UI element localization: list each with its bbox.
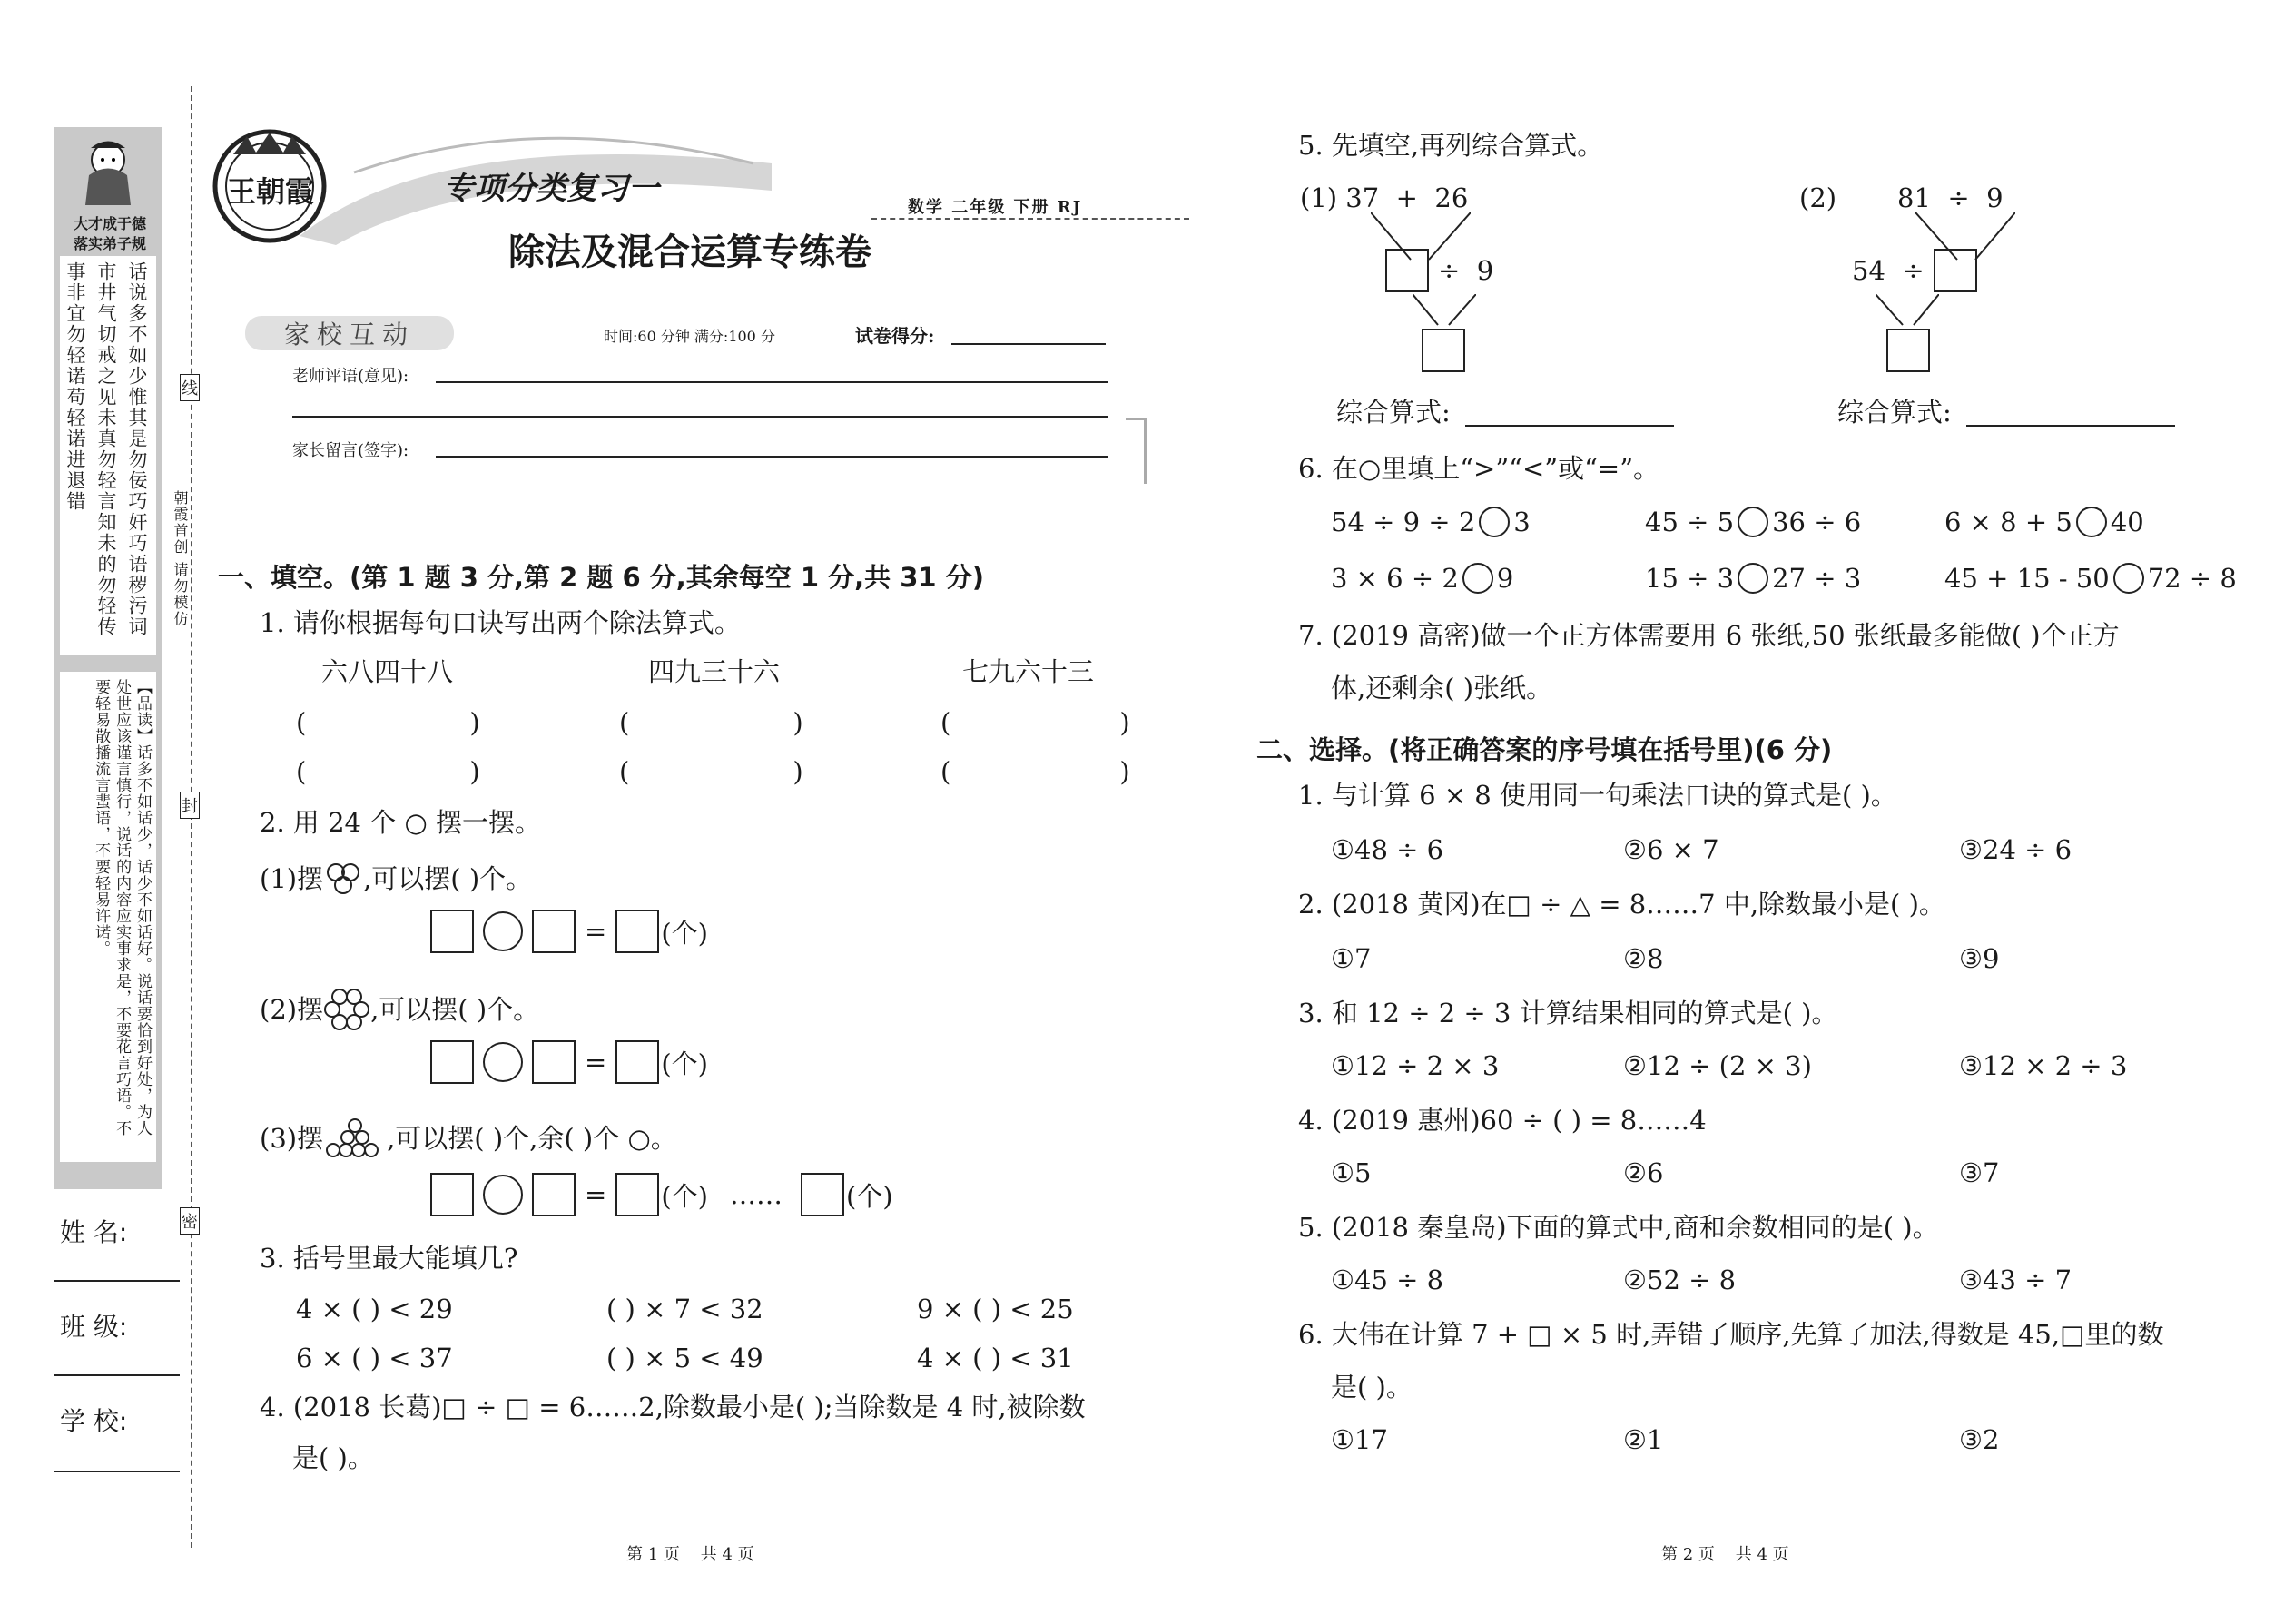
q5-2-label: (2) bbox=[1799, 182, 1837, 213]
section-1-title: 一、填空。(第 1 题 3 分,第 2 题 6 分,其余每空 1 分,共 31 分) bbox=[218, 562, 984, 593]
mc1-opt-2[interactable]: ②6 × 7 bbox=[1623, 834, 1719, 865]
compare-circle[interactable] bbox=[1479, 507, 1510, 537]
side-note: 朝霞首创 请勿模仿 bbox=[172, 490, 189, 628]
page-2-footer: 第 2 页 共 4 页 bbox=[1661, 1545, 1789, 1564]
q1-item-1: 六八四十八 bbox=[321, 656, 454, 687]
q3-item-5[interactable]: ( ) × 5 < 49 bbox=[606, 1343, 763, 1373]
operator-circle[interactable] bbox=[483, 1042, 523, 1082]
q5-1-lines-bottom bbox=[1413, 294, 1476, 327]
parent-label: 家长留言(签字): bbox=[292, 441, 409, 460]
answer-box[interactable] bbox=[1385, 249, 1429, 292]
q6-text: 6. 在○里填上“>”“<”或“=”。 bbox=[1298, 453, 1660, 484]
q1-answer-2a[interactable]: ( ) bbox=[619, 707, 803, 738]
mc3-opt-1[interactable]: ①12 ÷ 2 × 3 bbox=[1331, 1050, 1500, 1081]
mc2-opt-2[interactable]: ②8 bbox=[1623, 943, 1664, 974]
mc4-opt-3[interactable]: ③7 bbox=[1959, 1157, 2000, 1188]
q2-2-equation: = (个) bbox=[430, 1040, 708, 1084]
q7-text-b: 体,还剩余( )张纸。 bbox=[1331, 673, 1553, 704]
mc1-opt-1[interactable]: ①48 ÷ 6 bbox=[1331, 834, 1444, 865]
q1-item-2: 四九三十六 bbox=[648, 656, 781, 687]
mc1-question: 1. 与计算 6 × 8 使用同一句乘法口诀的算式是( )。 bbox=[1298, 780, 1897, 811]
home-school-badge bbox=[245, 316, 454, 350]
meta-info: 数学 二年级 下册 RJ bbox=[908, 198, 1083, 217]
q5-1-mid: ÷ 9 bbox=[1385, 249, 1493, 292]
name-label: 姓 名: bbox=[60, 1217, 128, 1247]
compare-circle[interactable] bbox=[2076, 507, 2107, 537]
q6-item-6: 45 + 15 - 50 72 ÷ 8 bbox=[1944, 563, 2237, 594]
answer-box[interactable] bbox=[430, 910, 474, 953]
mc6-opt-2[interactable]: ②1 bbox=[1623, 1424, 1664, 1455]
q5-2-result[interactable] bbox=[1886, 329, 1930, 372]
page-1-footer: 第 1 页 共 4 页 bbox=[626, 1545, 754, 1564]
q1-answer-1a[interactable]: ( ) bbox=[296, 707, 480, 738]
q2-2-line: (2)摆 ,可以摆( )个。 bbox=[260, 988, 539, 1031]
q3-item-2[interactable]: ( ) × 7 < 32 bbox=[606, 1294, 763, 1324]
operator-circle[interactable] bbox=[483, 1175, 523, 1215]
proverb-box bbox=[60, 256, 156, 655]
q1-answer-3a[interactable]: ( ) bbox=[940, 707, 1130, 738]
q6-item-2: 45 ÷ 5 36 ÷ 6 bbox=[1645, 507, 1862, 537]
q6-item-1: 54 ÷ 9 ÷ 2 3 bbox=[1331, 507, 1531, 537]
answer-box[interactable] bbox=[532, 1173, 576, 1216]
answer-box[interactable] bbox=[532, 910, 576, 953]
teacher-line-1[interactable] bbox=[436, 381, 1108, 383]
cut-mark-feng: 封 bbox=[180, 792, 200, 819]
mc6-opt-1[interactable]: ①17 bbox=[1331, 1424, 1388, 1455]
q2-1-line: (1)摆 ,可以摆( )个。 bbox=[260, 861, 532, 897]
q5-1-top: (1) 37 + 26 bbox=[1300, 182, 1469, 213]
six-circles-icon bbox=[323, 988, 370, 1031]
mc4-opt-1[interactable]: ①5 bbox=[1331, 1157, 1372, 1188]
parent-line[interactable] bbox=[436, 456, 1108, 458]
answer-box[interactable] bbox=[615, 910, 659, 953]
header-frame-right bbox=[1126, 418, 1147, 484]
mascot-image bbox=[71, 134, 145, 209]
mc5-opt-1[interactable]: ①45 ÷ 8 bbox=[1331, 1265, 1444, 1295]
answer-box[interactable] bbox=[615, 1040, 659, 1084]
compare-circle[interactable] bbox=[2113, 563, 2144, 594]
q1-answer-3b[interactable]: ( ) bbox=[940, 756, 1130, 787]
mc5-opt-3[interactable]: ③43 ÷ 7 bbox=[1959, 1265, 2072, 1295]
compare-circle[interactable] bbox=[1462, 563, 1493, 594]
compare-circle[interactable] bbox=[1738, 563, 1768, 594]
q2-1-equation: = (个) bbox=[430, 910, 708, 953]
mc5-opt-2[interactable]: ②52 ÷ 8 bbox=[1623, 1265, 1737, 1295]
q2-text: 2. 用 24 个 ○ 摆一摆。 bbox=[260, 807, 541, 838]
mc2-opt-1[interactable]: ①7 bbox=[1331, 943, 1372, 974]
score-line[interactable] bbox=[951, 343, 1106, 345]
q4-text-b: 是( )。 bbox=[292, 1442, 374, 1473]
q6-item-4: 3 × 6 ÷ 2 9 bbox=[1331, 563, 1514, 594]
mc6-question-cont: 是( )。 bbox=[1331, 1372, 1413, 1403]
q1-text: 1. 请你根据每句口诀写出两个除法算式。 bbox=[260, 607, 741, 638]
proverb-col-mid: 市井气切戒之见未真勿轻言知未的勿轻传 bbox=[95, 261, 117, 637]
teacher-line-2[interactable] bbox=[292, 416, 1108, 418]
operator-circle[interactable] bbox=[483, 911, 523, 951]
q3-item-3[interactable]: 9 × ( ) < 25 bbox=[917, 1294, 1074, 1324]
compare-circle[interactable] bbox=[1738, 507, 1768, 537]
cut-mark-xian: 线 bbox=[180, 374, 200, 401]
home-school-text: 家校互动 bbox=[283, 320, 415, 349]
mc2-opt-3[interactable]: ③9 bbox=[1959, 943, 2000, 974]
motto-bottom: 落实弟子规 bbox=[73, 235, 146, 252]
mc4-opt-2[interactable]: ②6 bbox=[1623, 1157, 1664, 1188]
mc4-question: 4. (2019 惠州)60 ÷ ( ) = 8……4 bbox=[1298, 1105, 1707, 1136]
q6-item-5: 15 ÷ 3 27 ÷ 3 bbox=[1645, 563, 1862, 594]
proverb-col-right: 话说多不如少惟其是勿佞巧奸巧语秽污词 bbox=[126, 261, 148, 637]
pindu-box bbox=[60, 672, 156, 1162]
answer-box[interactable] bbox=[615, 1173, 659, 1216]
q2-3-line: (3)摆 ,可以摆( )个,余( )个 ○。 bbox=[260, 1118, 677, 1158]
cut-mark-mi: 密 bbox=[180, 1207, 200, 1235]
q5-text: 5. 先填空,再列综合算式。 bbox=[1298, 130, 1604, 161]
answer-box[interactable] bbox=[430, 1040, 474, 1084]
class-label: 班 级: bbox=[60, 1312, 128, 1342]
pindu-text: 【品读】话多不如话少，话少不如话好。说话要恰到好处，为人处世应该谨言慎行，说话的内容应实事求是，不要花言巧语。不要轻易散播流言蜚语，不要轻易许诺。 bbox=[92, 679, 152, 1137]
time-score: 时间:60 分钟 满分:100 分 bbox=[604, 328, 775, 345]
q2-3-equation: = (个) …… (个) bbox=[430, 1173, 893, 1216]
meta-dash-line bbox=[871, 218, 1189, 220]
mc2-question: 2. (2018 黄冈)在□ ÷ △ = 8……7 中,除数最小是( )。 bbox=[1298, 889, 1945, 920]
logo-text: 王朝霞 bbox=[226, 174, 314, 209]
answer-box[interactable] bbox=[1934, 249, 1977, 292]
q5-2-lines-bottom bbox=[1876, 294, 1939, 327]
answer-box[interactable] bbox=[801, 1173, 844, 1216]
q5-2-formula-line[interactable] bbox=[1966, 425, 2175, 427]
mc3-opt-2[interactable]: ②12 ÷ (2 × 3) bbox=[1623, 1050, 1812, 1081]
q3-item-4[interactable]: 6 × ( ) < 37 bbox=[296, 1343, 453, 1373]
school-label: 学 校: bbox=[60, 1406, 128, 1436]
mc1-opt-3[interactable]: ③24 ÷ 6 bbox=[1959, 834, 2072, 865]
q5-2-mid: 54 ÷ bbox=[1852, 249, 1977, 292]
section-2-title: 二、选择。(将正确答案的序号填在括号里)(6 分) bbox=[1256, 734, 1833, 765]
q3-text: 3. 括号里最大能填几? bbox=[260, 1243, 518, 1274]
mc6-opt-3[interactable]: ③2 bbox=[1959, 1424, 2000, 1455]
mc5-question: 5. (2018 秦皇岛)下面的算式中,商和余数相同的是( )。 bbox=[1298, 1212, 1939, 1243]
teacher-label: 老师评语(意见): bbox=[292, 367, 409, 386]
mc3-opt-3[interactable]: ③12 × 2 ÷ 3 bbox=[1959, 1050, 2128, 1081]
ten-circles-icon bbox=[323, 1118, 387, 1158]
q6-item-3: 6 × 8 + 5 40 bbox=[1944, 507, 2144, 537]
q4-text-a: 4. (2018 长葛)□ ÷ □ = 6……2,除数最小是( );当除数是 4 时,被除数 bbox=[260, 1392, 1086, 1422]
q5-2-formula-label: 综合算式: bbox=[1837, 397, 1952, 428]
answer-box[interactable] bbox=[430, 1173, 474, 1216]
subtitle: 专项分类复习一 bbox=[443, 171, 659, 207]
q3-item-6[interactable]: 4 × ( ) < 31 bbox=[917, 1343, 1074, 1373]
q5-1-result[interactable] bbox=[1422, 329, 1465, 372]
proverb-col-left: 事非宜勿轻诺苟轻诺进退错 bbox=[64, 261, 86, 512]
school-line[interactable] bbox=[54, 1471, 180, 1472]
three-circles-icon bbox=[323, 861, 363, 897]
q5-1-formula-label: 综合算式: bbox=[1336, 397, 1451, 428]
page-title: 除法及混合运算专练卷 bbox=[508, 231, 871, 273]
q1-answer-1b[interactable]: ( ) bbox=[296, 756, 480, 787]
q5-2-top: 81 ÷ 9 bbox=[1897, 182, 2004, 213]
q5-1-formula-line[interactable] bbox=[1465, 425, 1674, 427]
q1-item-3: 七九六十三 bbox=[962, 656, 1095, 687]
name-line[interactable] bbox=[54, 1280, 180, 1282]
q1-answer-2b[interactable]: ( ) bbox=[619, 756, 803, 787]
answer-box[interactable] bbox=[532, 1040, 576, 1084]
mc6-question: 6. 大伟在计算 7 + □ × 5 时,弄错了顺序,先算了加法,得数是 45,□里的数 bbox=[1298, 1319, 2164, 1350]
class-line[interactable] bbox=[54, 1374, 180, 1376]
q7-text-a: 7. (2019 高密)做一个正方体需要用 6 张纸,50 张纸最多能做( )个正方 bbox=[1298, 620, 2120, 651]
q3-item-1[interactable]: 4 × ( ) < 29 bbox=[296, 1294, 453, 1324]
score-label: 试卷得分: bbox=[855, 325, 935, 347]
motto-top: 大才成于德 bbox=[73, 215, 146, 232]
mc3-question: 3. 和 12 ÷ 2 ÷ 3 计算结果相同的算式是( )。 bbox=[1298, 998, 1838, 1029]
